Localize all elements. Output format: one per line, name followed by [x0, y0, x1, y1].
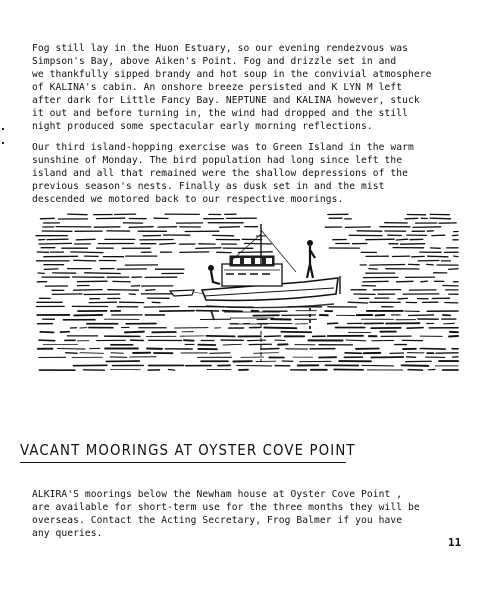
hatch-stroke	[52, 294, 82, 295]
hatch-stroke	[44, 269, 58, 270]
hatch-stroke	[421, 281, 428, 282]
hatch-stroke	[346, 340, 366, 341]
hatch-stroke	[362, 365, 394, 366]
hatch-stroke	[146, 290, 155, 291]
text-line: of KALINA's cabin. An onshore breeze persisted and K LYN M left	[32, 82, 403, 93]
hatch-stroke	[66, 353, 77, 354]
hatch-stroke	[71, 252, 103, 253]
hatch-stroke	[264, 328, 296, 329]
boat-drawing	[170, 224, 340, 300]
hatch-stroke	[206, 336, 234, 337]
hatch-stroke	[407, 328, 423, 329]
hatch-stroke	[370, 265, 405, 266]
hatch-stroke	[184, 340, 194, 341]
hatch-stroke	[428, 256, 448, 257]
hatch-stroke	[369, 269, 378, 270]
hatch-stroke	[430, 218, 450, 219]
hatch-stroke	[210, 353, 230, 354]
hatch-stroke	[346, 227, 371, 228]
text-line: overseas. Contact the Acting Secretary, Frog Balmer if you have	[32, 515, 403, 526]
boat-reflection-illustration	[34, 212, 460, 372]
hatch-stroke	[328, 323, 338, 324]
hatch-stroke	[265, 336, 281, 337]
hatch-stroke	[245, 243, 272, 244]
margin-mark	[2, 142, 4, 144]
heading-underline	[20, 462, 346, 463]
hatch-stroke	[261, 349, 279, 350]
hatch-stroke	[402, 365, 429, 366]
section-heading: VACANT MOORINGS AT OYSTER COVE POINT	[20, 441, 356, 459]
hatch-stroke	[40, 218, 54, 219]
hatch-stroke	[345, 353, 361, 354]
hatch-stroke	[40, 332, 53, 333]
hatch-stroke	[220, 227, 240, 228]
hatch-stroke	[408, 370, 423, 371]
hatch-stroke	[57, 349, 85, 350]
hatch-stroke	[371, 357, 403, 358]
hatch-stroke	[80, 353, 104, 354]
hatch-stroke	[444, 323, 455, 324]
text-line: Simpson's Bay, above Aiken's Point. Fog and drizzle set in and	[32, 56, 397, 67]
hatch-stroke	[453, 235, 459, 236]
text-line: it out and before turning in, the wind had dropped and the still	[32, 108, 409, 119]
hatch-stroke	[74, 290, 102, 291]
text-line: previous season's nests. Finally as dusk set in and the mist	[32, 181, 385, 192]
hatch-stroke	[409, 315, 434, 316]
hatch-stroke	[39, 243, 72, 244]
hatch-stroke	[427, 264, 434, 265]
hatch-stroke	[85, 273, 121, 274]
hatch-stroke	[454, 256, 458, 257]
hatch-stroke	[168, 370, 174, 371]
hatch-stroke	[196, 248, 221, 249]
hatch-stroke	[125, 332, 144, 333]
text-line: night produced some spectacular early morning reflections.	[32, 121, 373, 132]
hatch-stroke	[254, 353, 279, 354]
hatch-stroke	[160, 311, 194, 312]
hatch-stroke	[129, 227, 153, 228]
hatch-stroke	[160, 243, 175, 244]
hatch-stroke	[74, 315, 102, 316]
hatch-stroke	[366, 239, 394, 240]
hatch-stroke	[397, 281, 414, 282]
hatch-stroke	[223, 344, 241, 345]
text-line: descended we motored back to our respective moorings.	[32, 194, 344, 205]
paragraph-vacant-moorings	[32, 488, 464, 540]
hatch-stroke	[144, 307, 179, 308]
hatch-stroke	[348, 302, 368, 303]
margin-mark	[2, 128, 4, 130]
hatch-stroke	[74, 260, 96, 261]
hatch-stroke	[223, 311, 243, 312]
hatch-stroke	[401, 244, 425, 245]
text-line: sunshine of Monday. The bird population had long since left the	[32, 155, 403, 166]
text-line: island and all that remained were the shallow depressions of the	[32, 168, 409, 179]
hatch-stroke	[39, 340, 55, 341]
hatch-stroke	[407, 357, 416, 358]
hatch-stroke	[449, 269, 458, 270]
text-line: Our third island-hopping exercise was to Green Island in the warm	[32, 142, 414, 153]
text-line: Fog still lay in the Huon Estuary, so our evening rendezvous was	[32, 43, 409, 54]
paragraph-green-island	[32, 141, 464, 206]
hatch-stroke	[238, 252, 272, 253]
hatch-stroke	[413, 227, 441, 228]
page-number: 11	[448, 536, 462, 549]
hatch-stroke	[281, 332, 311, 333]
hatch-stroke	[363, 281, 388, 282]
text-line: are available for short-term use for the three months they will be	[32, 502, 420, 513]
hatch-stroke	[420, 349, 445, 350]
hatch-stroke	[449, 336, 458, 337]
hatch-stroke	[405, 218, 418, 219]
hatch-stroke	[76, 239, 95, 240]
text-line: we thankfully sipped brandy and hot soup in the convivial atmosphere	[32, 69, 432, 80]
hatch-stroke	[78, 281, 108, 282]
hatch-stroke	[68, 214, 87, 215]
text-line: any queries.	[32, 528, 103, 539]
hatch-stroke	[111, 353, 123, 354]
hatch-stroke	[396, 239, 408, 240]
hatch-stroke	[180, 252, 209, 253]
hatch-stroke	[108, 290, 138, 291]
text-line: after dark for Little Fancy Bay. NEPTUNE and KALINA however, stuck	[32, 95, 420, 106]
paragraph-fog-estuary	[32, 42, 464, 133]
text-line: ALKIRA'S moorings below the Newham house at Oyster Cove Point ,	[32, 489, 403, 500]
